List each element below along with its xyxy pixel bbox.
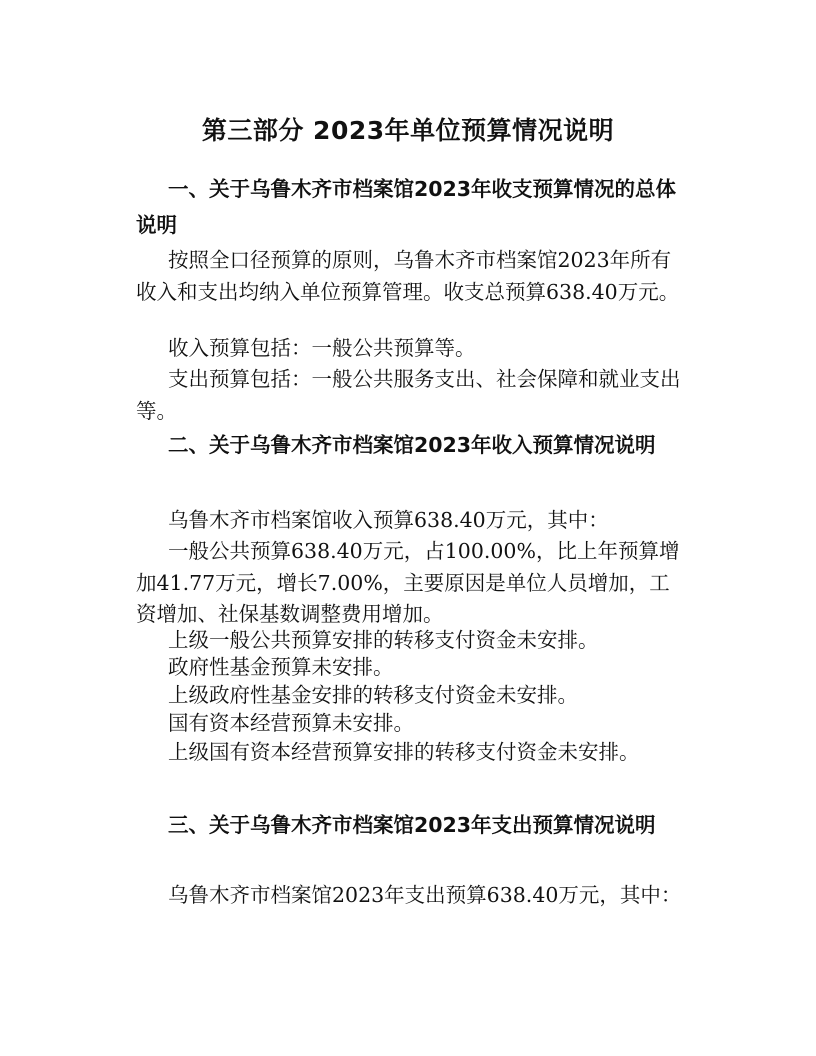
paragraph-1-3: 支出预算包括：一般公共服务支出、社会保障和就业支出等。 — [136, 367, 681, 423]
section-heading-1: 一、关于乌鲁木齐市档案馆2023年收支预算情况的总体说明 — [136, 177, 677, 237]
page-title: 第三部分 2023年单位预算情况说明 — [201, 116, 615, 145]
paragraph-2-1: 乌鲁木齐市档案馆收入预算638.40万元，其中： — [168, 508, 609, 532]
paragraph-2-7: 上级国有资本经营预算安排的转移支付资金未安排。 — [168, 740, 640, 764]
section-heading-2: 二、关于乌鲁木齐市档案馆2023年收入预算情况说明 — [168, 433, 656, 457]
paragraph-1-2: 收入预算包括：一般公共预算等。 — [168, 336, 476, 360]
paragraph-2-5: 上级政府性基金安排的转移支付资金未安排。 — [168, 683, 578, 707]
section-heading-3: 三、关于乌鲁木齐市档案馆2023年支出预算情况说明 — [168, 813, 656, 837]
paragraph-2-4: 政府性基金预算未安排。 — [168, 655, 394, 679]
paragraph-2-3: 上级一般公共预算安排的转移支付资金未安排。 — [168, 628, 599, 652]
paragraph-2-6: 国有资本经营预算未安排。 — [168, 711, 414, 735]
paragraph-3-1: 乌鲁木齐市档案馆2023年支出预算638.40万元，其中： — [168, 883, 682, 907]
paragraph-2-2: 一般公共预算638.40万元，占100.00%，比上年预算增加41.77万元，增长7.00%，主要原因是单位人员增加，工资增加、社保基数调整费用增加。 — [136, 539, 680, 626]
paragraph-1-1: 按照全口径预算的原则，乌鲁木齐市档案馆2023年所有收入和支出均纳入单位预算管理。收支总预算638.40万元。 — [136, 248, 680, 304]
